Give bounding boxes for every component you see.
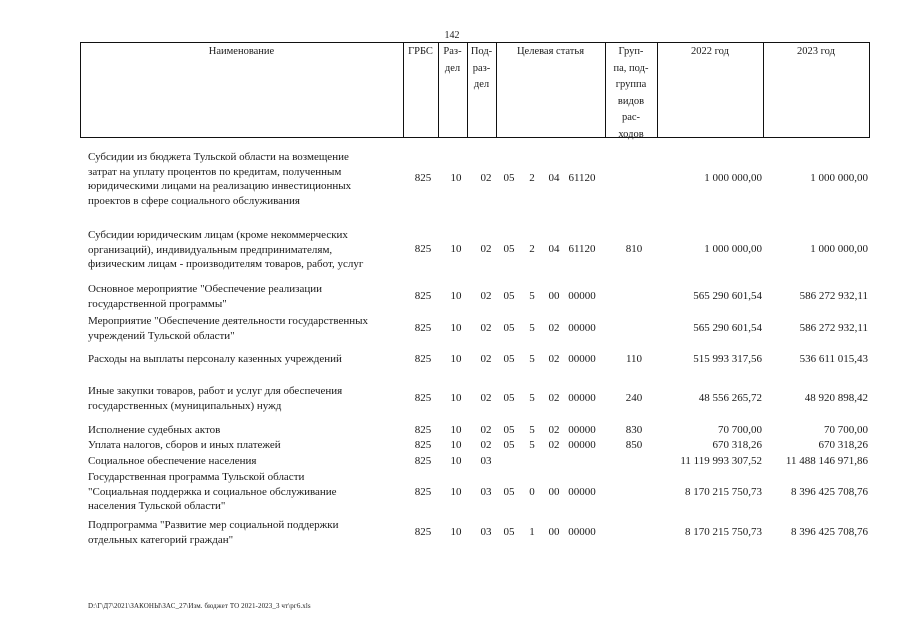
cell-razdel: 10 [450,439,462,451]
header-2023: 2023 год [797,46,835,57]
cell-t3: 02 [548,353,560,365]
row-name [88,314,406,343]
cell-2023: 8 396 425 708,76 [791,486,868,498]
row-name [88,352,406,367]
cell-t3: 02 [548,322,560,334]
row-name-line: Социальное обеспечение населения [88,455,257,467]
cell-t1: 05 [503,424,515,436]
cell-t4: 00000 [568,290,596,302]
row-name-line: юридическими лицами на реализацию инвестиционных [88,180,352,192]
cell-t2: 2 [529,243,535,255]
cell-t2: 1 [529,526,535,538]
row-name-line: "Социальная поддержка и социальное обслуживание [88,485,337,498]
cell-grbs: 825 [414,172,432,184]
row-name [88,384,406,413]
header-group-line: па, под- [613,62,649,74]
cell-t2: 5 [529,322,535,334]
row-name-line: учреждений Тульской области" [88,329,235,342]
cell-2023: 586 272 932,11 [799,322,868,334]
cell-t2: 5 [529,439,535,451]
cell-t2: 0 [529,486,535,498]
header-group-line: рас- [621,112,641,123]
cell-t4: 00000 [568,526,596,538]
header-target: Целевая статья [516,46,585,57]
header-razdel-line: Раз- [443,46,462,57]
cell-podrazdel: 02 [480,353,492,365]
row-name [88,470,406,514]
cell-t3: 02 [548,392,560,404]
row-name-line: Иные закупки товаров, работ и услуг для обеспечения [88,385,343,397]
cell-t1: 05 [503,353,515,365]
cell-2022: 565 290 601,54 [693,322,762,334]
row-name-line: Исполнение судебных актов [88,424,221,436]
cell-t1: 05 [503,486,515,498]
cell-grbs: 825 [414,392,432,404]
cell-grbs: 825 [414,290,432,302]
cell-t4: 00000 [568,353,596,365]
cell-t4: 00000 [568,424,596,436]
row-name-line: Государственная программа Тульской области [88,471,305,483]
row-name-line: государственной программы" [88,297,227,310]
header-group-line: видов [617,95,645,107]
cell-t1: 05 [503,172,515,184]
cell-group: 240 [625,392,643,404]
row-name-line: Подпрограмма "Развитие мер социальной поддержки [88,519,339,531]
cell-2022: 11 119 993 307,52 [680,455,762,467]
header-2022: 2022 год [691,46,729,57]
header-podrazdel [467,44,496,94]
cell-razdel: 10 [450,526,462,538]
cell-grbs: 825 [414,322,432,334]
cell-group: 810 [625,243,643,255]
cell-podrazdel: 02 [480,424,492,436]
cell-2023: 1 000 000,00 [810,243,868,255]
row-name-line: Основное мероприятие "Обеспечение реализации [88,283,323,295]
cell-2023: 1 000 000,00 [810,172,868,184]
cell-2022: 48 556 265,72 [698,392,762,404]
cell-razdel: 10 [450,455,462,467]
cell-2022: 8 170 215 750,73 [685,526,762,538]
cell-grbs: 825 [414,424,432,436]
cell-podrazdel: 02 [480,243,492,255]
row-name [88,423,406,438]
cell-t3: 00 [548,290,560,302]
cell-razdel: 10 [450,353,462,365]
cell-t1: 05 [503,243,515,255]
cell-t2: 5 [529,290,535,302]
cell-t4: 61120 [568,243,596,255]
row-name-line: государственных (муниципальных) нужд [88,399,282,412]
header-razdel [438,44,467,77]
header-razdel-line: дел [444,62,461,74]
cell-2023: 670 318,26 [818,439,868,451]
cell-t1: 05 [503,290,515,302]
row-name [88,438,406,453]
cell-podrazdel: 02 [480,439,492,451]
cell-group: 110 [625,353,643,365]
cell-t1: 05 [503,392,515,404]
cell-podrazdel: 02 [480,392,492,404]
cell-t2: 5 [529,353,535,365]
cell-t3: 02 [548,424,560,436]
header-group-line: Груп- [618,46,644,57]
cell-podrazdel: 02 [480,290,492,302]
cell-podrazdel: 03 [480,486,492,498]
cell-2022: 8 170 215 750,73 [685,486,762,498]
row-name-line: Мероприятие "Обеспечение деятельности государственных [88,315,369,327]
row-name-line: Расходы на выплаты персоналу казенных учреждений [88,353,342,365]
cell-grbs: 825 [414,243,432,255]
cell-group: 850 [625,439,643,451]
header-group-line: ходов [618,128,644,140]
row-name-line: Субсидии из бюджета Тульской области на возмещение [88,151,349,163]
cell-t2: 5 [529,392,535,404]
cell-t4: 00000 [568,392,596,404]
row-name-line: населения Тульской области" [88,500,226,512]
page-number: 142 [444,30,460,41]
header-podrazdel-line: дел [473,79,490,90]
cell-t1: 05 [503,439,515,451]
cell-razdel: 10 [450,172,462,184]
cell-grbs: 825 [414,439,432,451]
header-podrazdel-line: Под- [470,46,493,57]
file-path: D:\Г\Д7\2021\ЗАКОНЫ\ЗАС_27\Изм. бюджет ТО 2021-2023_3 чт\рг6.xls [88,602,311,610]
cell-t2: 5 [529,424,535,436]
cell-2023: 586 272 932,11 [799,290,868,302]
cell-2022: 515 993 317,56 [693,353,762,365]
table-header [80,42,870,138]
cell-grbs: 825 [414,486,432,498]
cell-2022: 1 000 000,00 [704,172,762,184]
cell-2022: 565 290 601,54 [693,290,762,302]
cell-2023: 70 700,00 [824,424,868,436]
row-name [88,518,406,547]
cell-t3: 02 [548,439,560,451]
row-name-line: организаций), индивидуальным предпринимателям, [88,243,333,256]
row-name [88,150,406,208]
cell-razdel: 10 [450,424,462,436]
cell-podrazdel: 02 [480,172,492,184]
cell-podrazdel: 03 [480,455,492,467]
cell-t4: 00000 [568,486,596,498]
cell-podrazdel: 02 [480,322,492,334]
row-name-line: Уплата налогов, сборов и иных платежей [88,439,281,451]
row-name-line: проектов в сфере социального обслуживания [88,194,300,207]
cell-razdel: 10 [450,243,462,255]
cell-t4: 00000 [568,439,596,451]
cell-razdel: 10 [450,290,462,302]
cell-t3: 04 [548,243,560,255]
row-name [88,282,406,311]
row-name [88,228,406,272]
cell-t3: 00 [548,486,560,498]
cell-t1: 05 [503,322,515,334]
cell-t4: 61120 [568,172,596,184]
row-name-line: затрат на уплату процентов по кредитам, полученным [88,165,342,178]
cell-t2: 2 [529,172,535,184]
cell-2023: 536 611 015,43 [799,353,868,365]
cell-2022: 70 700,00 [718,424,762,436]
cell-2023: 48 920 898,42 [804,392,868,404]
cell-t1: 05 [503,526,515,538]
cell-2023: 8 396 425 708,76 [791,526,868,538]
header-podrazdel-line: раз- [472,62,491,74]
cell-razdel: 10 [450,392,462,404]
cell-grbs: 825 [414,353,432,365]
cell-grbs: 825 [414,455,432,467]
cell-grbs: 825 [414,526,432,538]
row-name-line: Субсидии юридическим лицам (кроме некоммерческих [88,229,348,241]
row-name-line: отдельных категорий граждан" [88,533,234,546]
cell-group: 830 [625,424,643,436]
cell-t3: 04 [548,172,560,184]
cell-t4: 00000 [568,322,596,334]
cell-podrazdel: 03 [480,526,492,538]
header-grbs: ГРБС [408,46,433,57]
cell-2022: 670 318,26 [712,439,762,451]
header-group-line: группа [615,79,647,90]
header-group [605,44,657,143]
cell-t3: 00 [548,526,560,538]
cell-2023: 11 488 146 971,86 [785,455,868,467]
row-name-line: физическим лицам - производителям товаров, работ, услуг [88,258,364,270]
cell-2022: 1 000 000,00 [704,243,762,255]
row-name [88,454,406,469]
cell-razdel: 10 [450,322,462,334]
cell-razdel: 10 [450,486,462,498]
header-name: Наименование [208,46,275,57]
